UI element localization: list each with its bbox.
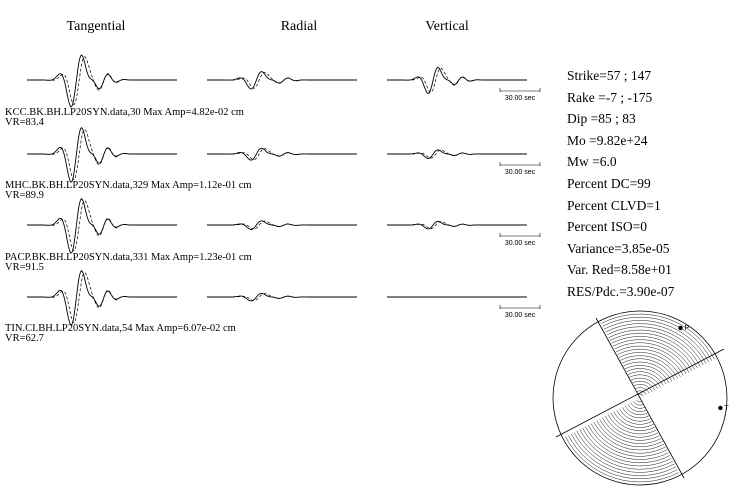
- time-scale-label: 30.00 sec: [504, 312, 536, 319]
- param-variance: Variance=3.85e-05: [567, 241, 670, 256]
- time-scale-label: 30.00 sec: [504, 240, 536, 247]
- param-res-pdc: RES/Pdc.=3.90e-07: [567, 284, 675, 299]
- synthetic-trace: [207, 294, 357, 301]
- observed-trace: [27, 128, 177, 183]
- observed-trace: [27, 271, 177, 326]
- station-label: PACP.BK.BH.LP20SYN.data,331 Max Amp=1.23e-01 cm: [5, 252, 252, 263]
- param-rake: Rake =-7 ; -175: [567, 90, 653, 105]
- station-row: [5, 271, 540, 344]
- param-percent-dc: Percent DC=99: [567, 176, 651, 191]
- time-scale-label: 30.00 sec: [504, 95, 536, 102]
- variance-reduction: VR=83.4: [5, 117, 44, 128]
- station-label: KCC.BK.BH.LP20SYN.data,30 Max Amp=4.82e-02 cm: [5, 107, 244, 118]
- param-mw: Mw =6.0: [567, 154, 617, 169]
- observed-trace: [27, 55, 177, 107]
- param-mo: Mo =9.82e+24: [567, 133, 648, 148]
- param-percent-iso: Percent ISO=0: [567, 219, 647, 234]
- variance-reduction: VR=62.7: [5, 333, 44, 344]
- station-marker: [678, 326, 682, 330]
- column-header-vertical: Vertical: [425, 19, 469, 34]
- column-header-radial: Radial: [280, 19, 318, 34]
- synthetic-trace: [387, 150, 527, 158]
- station-row: [5, 128, 540, 201]
- time-scale-label: 30.00 sec: [504, 169, 536, 176]
- observed-trace: [27, 199, 177, 254]
- station-label: TIN.CI.BH.LP20SYN.data,54 Max Amp=6.07e-02 cm: [5, 323, 236, 334]
- station-row: [5, 55, 540, 128]
- station-marker: [718, 406, 722, 410]
- param-strike: Strike=57 ; 147: [567, 68, 652, 83]
- station-row: [5, 199, 540, 273]
- station-label: MHC.BK.BH.LP20SYN.data,329 Max Amp=1.12e-01 cm: [5, 180, 252, 191]
- column-header-tangential: Tangential: [66, 19, 126, 34]
- station-marker-label: T: [724, 404, 729, 412]
- focal-mechanism-beachball: [553, 301, 729, 495]
- param-percent-clvd: Percent CLVD=1: [567, 198, 661, 213]
- variance-reduction: VR=89.9: [5, 190, 44, 201]
- station-rows: [5, 55, 540, 344]
- source-parameters: [567, 68, 675, 299]
- station-marker-label: P: [684, 324, 690, 332]
- param-var-red: Var. Red=8.58e+01: [567, 262, 672, 277]
- variance-reduction: VR=91.5: [5, 262, 44, 273]
- param-dip: Dip =85 ; 83: [567, 111, 636, 126]
